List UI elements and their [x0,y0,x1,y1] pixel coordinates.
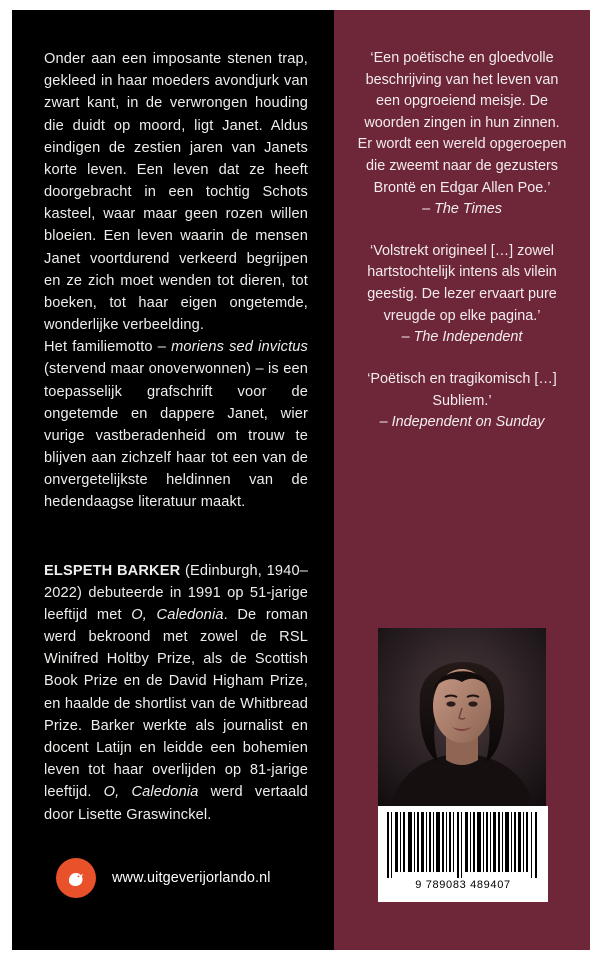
bio-book-title-2: O, Caledonia [103,784,199,801]
author-bio [44,560,308,826]
back-cover-right-panel [334,10,590,950]
barcode [378,806,548,902]
bio-text-post: werd vertaald door Lisette Graswinckel. [44,784,308,823]
barcode-bars [384,812,542,878]
back-cover-left-panel [12,10,334,950]
barcode-number: 9 789083 489407 [415,879,511,891]
bio-text-mid: . De roman werd bekroond met zowel de RSL Winifred Holtby Prize, als de Scottish Book Prize en de David Higham Prize, en haalde de shortlist van de Whitbread Prize. Barker werkte als journalist en docent Latijn en leidde een bohemien leven tot haar overlijden op 81-jarige leeftijd. [44,606,308,801]
review-quote [356,369,568,434]
blurb-motto-post: (stervend maar onoverwonnen) – is een toepasselijk grafschrift voor de ongetemde en dappere Janet, wier vurige vastberadenheid om trouw te blijven aan zichzelf haar tot een van de onvergetelijkste heldinnen van de hedendaagse literatuur maakt. [44,361,308,511]
bio-text-pre: (Edinburgh, 1940–2022) debuteerde in 1991 op 51-jarige leeftijd met [44,562,308,623]
review-quote-text: ‘Poëtisch en tragikomisch […] Subliem.’ [367,370,557,409]
review-quote-text: ‘Volstrekt origineel […] zowel hartstochtelijk intens als vilein geestig. De lezer ervaart pure vreugde op elke pagina.’ [367,242,557,324]
author-portrait-photo [378,628,546,810]
publisher-url[interactable]: www.uitgeverijorlando.nl [112,870,271,886]
review-quotes [356,48,568,434]
blurb-paragraph-2 [44,336,308,513]
publisher-row [56,858,271,898]
blurb-paragraph-1: Onder aan een imposante stenen trap, gekleed in haar moeders avondjurk van zwart kant, in de verwrongen houding die duidt op moord, ligt Janet. Aldus eindigen de zestien jaren van Janets korte leven. Een leven dat ze heeft doorgebracht in een tochtig Schots kasteel, waar maar geen rozen willen bloeien. Een leven waarin de mensen Janet voortdurend verkeerd begrijpen en ze zich moet wenden tot dieren, tot boeken, tot haar eigen ongetemde, wonderlijke verbeelding. [44,51,308,334]
review-quote [356,48,568,221]
blurb-text [44,48,308,514]
blurb-motto-pre: Het familiemotto – [44,339,172,356]
review-quote-source: – The Independent [401,329,523,346]
review-quote-source: – Independent on Sunday [379,414,545,431]
blurb-motto-latin: moriens sed invictus [171,339,308,356]
review-quote-text: ‘Een poëtische en gloedvolle beschrijving van het leven van een opgroeiend meisje. De woorden zingen in hun zinnen. Er wordt een wereld opgeroepen die zweemt naar de gezusters Brontë en Edgar Allen Poe.’ [357,50,567,196]
review-quote-source: – The Times [422,201,502,218]
review-quote [356,241,568,349]
bio-book-title-1: O, Caledonia [131,606,224,623]
author-name: ELSPETH BARKER [44,562,181,579]
bird-logo-icon [56,858,96,898]
